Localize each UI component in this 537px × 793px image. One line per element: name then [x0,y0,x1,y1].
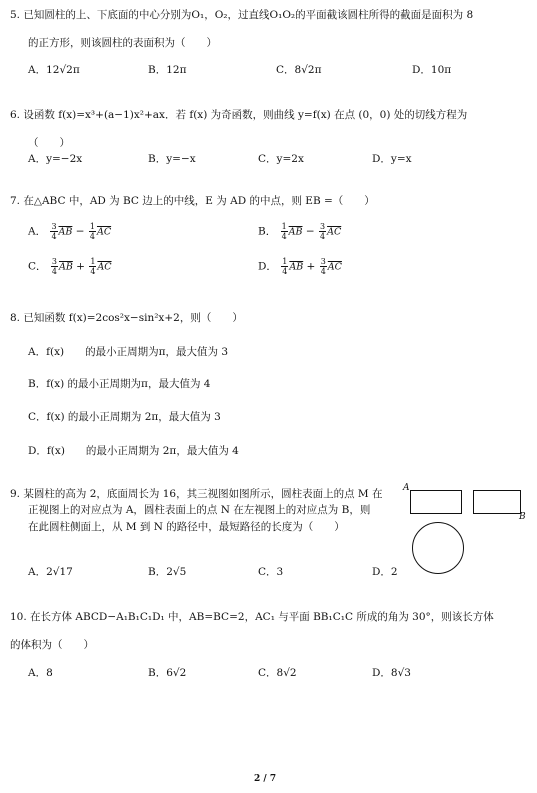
question-10-stem-line2: 的体积为（ ） [10,639,94,651]
question-7-number: 7. [10,195,21,207]
top-view-circle [412,522,464,574]
fraction [319,222,326,241]
fraction-numerator: 1 [89,222,95,231]
operator: + [306,260,316,273]
question-7-option-c [28,257,112,276]
question-10-number: 10. [10,611,27,623]
question-6-stem-line1 [10,108,467,122]
question-7-stem-line1 [10,194,375,208]
question-8-option-c: C．f(x) 的最小正周期为 2π，最大值为 3 [28,411,221,423]
question-7-text: 在△ABC 中，AD 为 BC 边上的中线，E 为 AD 的中点，则 EB =（ ） [23,195,375,207]
question-9-stem-line3: 在此圆柱侧面上，从 M 到 N 的路径中，最短路径的长度为（ ） [28,521,345,533]
question-7-option-a [28,222,111,241]
fraction-denominator: 4 [320,232,326,241]
question-9-option-a: A．2√17 [28,566,73,578]
fraction-denominator: 4 [51,267,57,276]
figure-label-b: B [519,512,526,522]
option-letter: A． [28,225,47,238]
question-6-option-a: A．y=−2x [28,153,83,165]
fraction-denominator: 4 [90,267,96,276]
fraction [50,222,57,241]
operator: − [75,225,85,238]
option-letter: D． [258,260,277,273]
fraction-numerator: 3 [51,222,57,231]
question-6-stem-line2: （ ） [28,137,70,149]
side-view-rectangle [473,490,521,514]
vector-ac: $\overline{AC}$ [327,261,342,273]
question-9-text: 某圆柱的高为 2，底面周长为 16，其三视图如图所示，圆柱表面上的点 M 在 [23,488,383,500]
vector-ab: $\overline{AB}$ [288,226,303,238]
page-number: 2 / 7 [254,774,277,784]
fraction [281,222,288,241]
question-8-option-b: B．f(x) 的最小正周期为π，最大值为 4 [28,378,211,390]
fraction [89,222,96,241]
question-6-option-d: D．y=x [372,153,412,165]
question-8-number: 8. [10,312,21,324]
operator: − [305,225,315,238]
operator: + [76,260,85,273]
vector-ac: $\overline{AC}$ [96,226,112,238]
question-5-stem-line2: 的正方形，则该圆柱的表面积为（ ） [28,37,217,49]
fraction-numerator: 1 [282,257,288,266]
fraction-numerator: 3 [51,257,57,266]
fraction-denominator: 4 [282,267,288,276]
question-7-option-b [258,222,341,241]
vector-ac: $\overline{AC}$ [97,261,112,273]
fraction-numerator: 1 [281,222,287,231]
question-10-text: 在长方体 ABCD−A₁B₁C₁D₁ 中，AB=BC=2，AC₁ 与平面 BB₁C₁C 所成的角为 30°，则该长方体 [30,611,494,623]
fraction-numerator: 3 [320,257,326,266]
fraction [281,257,288,276]
vector-ab: $\overline{AB}$ [58,226,73,238]
question-8-stem-line1 [10,311,243,325]
question-6-number: 6. [10,109,21,121]
option-letter: C． [28,260,47,273]
fraction-denominator: 4 [281,232,287,241]
question-5-text: 已知圆柱的上、下底面的中心分别为O₁，O₂，过直线O₁O₂的平面截该圆柱所得的截面是面积为 8 [23,9,474,21]
question-9-option-d: D．2 [372,566,398,578]
question-8-option-a: A．f(x) 的最小正周期为π，最大值为 3 [28,346,229,358]
question-5-stem-line1 [10,8,473,22]
question-10-option-a: A．8 [28,667,53,679]
question-5-number: 5. [10,9,21,21]
fraction-denominator: 4 [51,232,57,241]
question-5-option-a: A．12√2π [28,64,80,76]
question-5-option-b: B．12π [148,64,187,76]
question-9-option-c: C．3 [258,566,284,578]
question-10-option-b: B．6√2 [148,667,187,679]
fraction-numerator: 1 [90,257,96,266]
fraction-numerator: 3 [320,222,326,231]
question-5-option-c: C．8√2π [276,64,322,76]
question-9-stem-line2: 正视图上的对应点为 A，圆柱表面上的点 N 在左视图上的对应点为 B，则 [28,504,371,516]
question-8-option-d: D．f(x) 的最小正周期为 2π，最大值为 4 [28,445,239,457]
figure-label-a: A [403,483,410,493]
vector-ab: $\overline{AB}$ [289,261,304,273]
fraction [320,257,327,276]
question-9-option-b: B．2√5 [148,566,187,578]
vector-ac: $\overline{AC}$ [327,226,342,238]
question-9-number: 9. [10,488,21,500]
question-10-option-d: D．8√3 [372,667,411,679]
option-letter: B． [258,225,277,238]
fraction [89,257,96,276]
question-6-option-c: C．y=2x [258,153,304,165]
fraction [51,257,58,276]
question-7-option-d [258,257,342,276]
question-6-text: 设函数 f(x)=x³+(a−1)x²+ax．若 f(x) 为奇函数，则曲线 y=f(x) 在点 (0，0) 处的切线方程为 [23,109,468,121]
front-view-rectangle [410,490,462,514]
question-9-stem-line1 [10,487,383,501]
question-8-text: 已知函数 f(x)=2cos²x−sin²x+2，则（ ） [23,312,243,324]
vector-ab: $\overline{AB}$ [58,261,73,273]
question-10-option-c: C．8√2 [258,667,297,679]
question-10-stem-line1 [10,610,494,624]
question-6-option-b: B．y=−x [148,153,196,165]
fraction-denominator: 4 [320,267,326,276]
question-5-option-d: D．10π [412,64,452,76]
fraction-denominator: 4 [89,232,95,241]
